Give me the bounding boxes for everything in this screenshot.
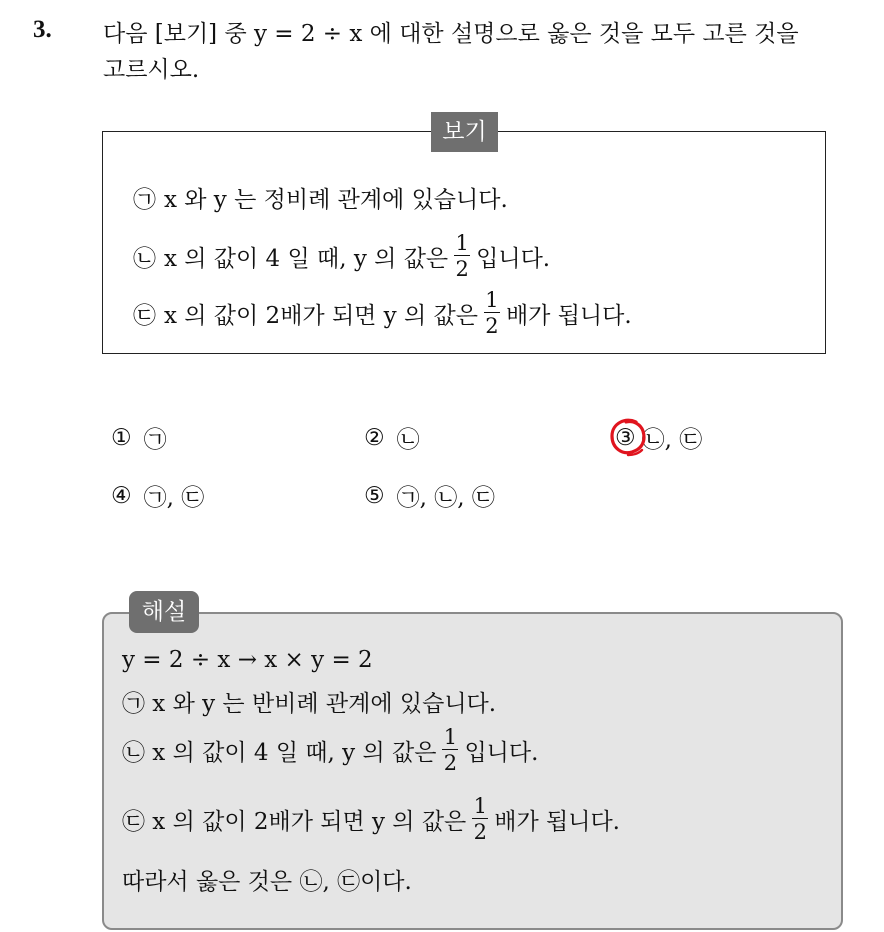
statement-2-post: 입니다. [476, 245, 551, 272]
choice-1-answer: ㉠ [143, 427, 167, 453]
choice-4-number: ④ [111, 482, 132, 509]
fraction-one-half [442, 726, 458, 774]
statement-2-pre: x 의 값이 4 일 때, y 의 값은 [164, 245, 449, 272]
fraction-one-half [454, 232, 470, 280]
fraction-numerator: 1 [473, 794, 487, 818]
choice-4[interactable] [111, 479, 204, 512]
statement-3-post: 배가 됩니다. [505, 302, 632, 329]
fraction-denominator: 2 [455, 257, 469, 281]
statement-2-marker: ㉡ [133, 245, 156, 272]
statement-3 [133, 289, 632, 337]
choice-1-number: ① [111, 424, 132, 451]
fraction-denominator: 2 [473, 820, 487, 844]
question-number: 3. [33, 16, 52, 43]
choice-3-number: ③ [615, 424, 636, 451]
example-box-title: 보기 [431, 112, 498, 152]
fraction-numerator: 1 [485, 288, 499, 312]
explanation-line-4 [122, 795, 620, 843]
fraction-numerator: 1 [443, 725, 458, 749]
statement-2 [133, 232, 550, 280]
question-stem-line2: 고르시오. [103, 57, 200, 83]
statement-1 [133, 181, 508, 214]
choice-2-number: ② [364, 424, 385, 451]
choice-2-answer: ㉡ [396, 427, 420, 453]
statement-1-marker: ㉠ [133, 187, 156, 213]
choice-2[interactable] [364, 421, 420, 454]
choice-3-answer: ㉡, ㉢ [641, 427, 703, 453]
statement-1-text: x 와 y 는 정비례 관계에 있습니다. [164, 187, 508, 213]
statement-3-pre: x 의 값이 2배가 되면 y 의 값은 [164, 302, 478, 329]
question-stem [103, 16, 873, 88]
explanation-line-3-pre: ㉡ x 의 값이 4 일 때, y 의 값은 [122, 739, 437, 766]
explanation-line-4-post: 배가 됩니다. [494, 808, 620, 835]
explanation-line-2: ㉠ x 와 y 는 반비례 관계에 있습니다. [122, 691, 497, 717]
fraction-one-half [484, 289, 500, 337]
fraction-one-half [472, 795, 488, 843]
answer-mark-circle-icon [606, 414, 652, 460]
explanation-title: 해설 [129, 591, 199, 633]
question-stem-line1: 다음 [보기] 중 y = 2 ÷ x 에 대한 설명으로 옳은 것을 모두 고른 것을 [103, 21, 799, 47]
choice-5-number: ⑤ [364, 482, 385, 509]
choice-4-answer: ㉠, ㉢ [143, 485, 205, 511]
explanation-line-1: y = 2 ÷ x → x × y = 2 [122, 647, 373, 673]
fraction-numerator: 1 [455, 231, 469, 255]
fraction-denominator: 2 [485, 314, 499, 338]
explanation-line-3 [122, 726, 538, 774]
explanation-line-4-pre: ㉢ x 의 값이 2배가 되면 y 의 값은 [122, 808, 467, 835]
explanation-line-3-post: 입니다. [464, 739, 539, 766]
explanation-conclusion: 따라서 옳은 것은 ㉡, ㉢이다. [122, 869, 412, 895]
choice-5-answer: ㉠, ㉡, ㉢ [396, 485, 495, 511]
choice-5[interactable] [364, 479, 495, 512]
statement-3-marker: ㉢ [133, 302, 156, 329]
choice-1[interactable] [111, 421, 167, 454]
fraction-denominator: 2 [443, 751, 458, 775]
